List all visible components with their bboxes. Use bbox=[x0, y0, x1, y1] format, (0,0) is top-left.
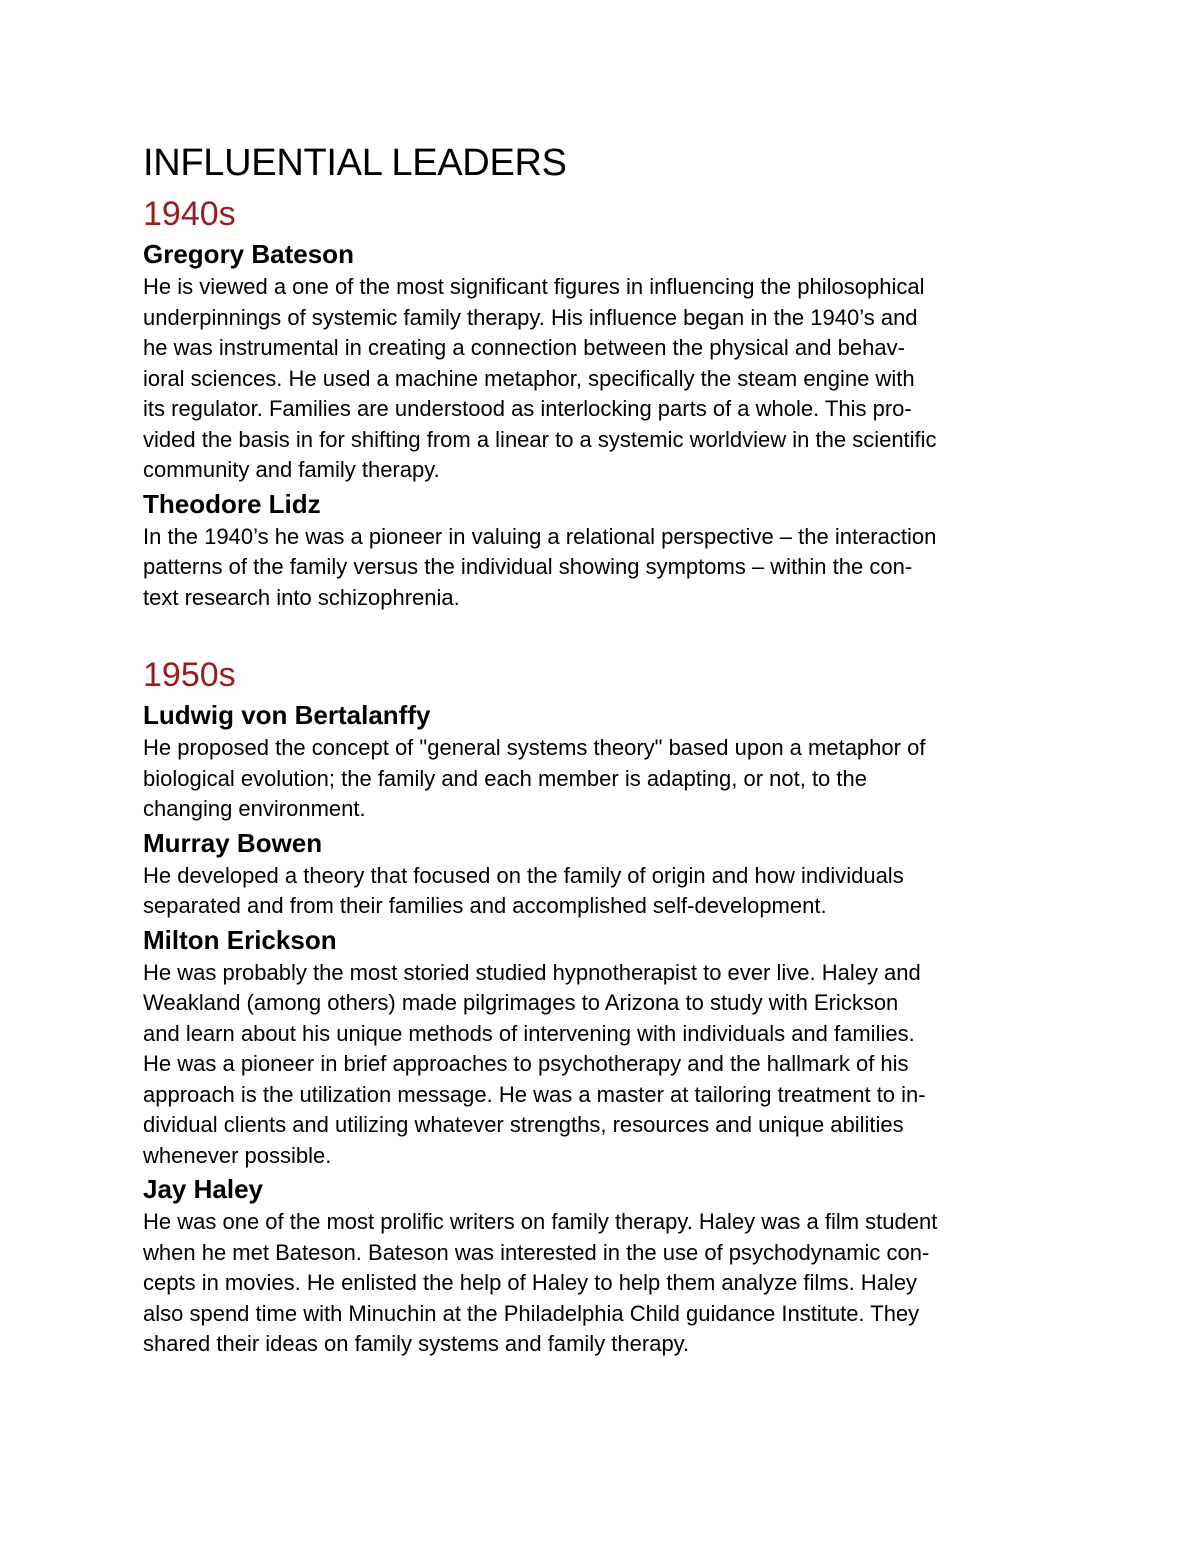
decade-section-1940s bbox=[143, 192, 1073, 613]
leader-description bbox=[143, 956, 1073, 1172]
document-title: INFLUENTIAL LEADERS bbox=[143, 142, 567, 184]
description-line: shared their ideas on family systems and family therapy. bbox=[143, 1331, 690, 1356]
description-line: He proposed the concept of "general systems theory" based upon a metaphor of bbox=[143, 735, 926, 760]
decade-heading: 1950s bbox=[143, 656, 236, 694]
description-line: separated and from their families and accomplished self-development. bbox=[143, 893, 827, 918]
description-line: He is viewed a one of the most significant figures in influencing the philosophical bbox=[143, 274, 925, 299]
description-line: text research into schizophrenia. bbox=[143, 584, 460, 610]
description-line: He was probably the most storied studied hypnotherapist to ever live. Haley and bbox=[143, 959, 921, 985]
leader-name: Jay Haley bbox=[143, 1174, 263, 1204]
description-line: ioral sciences. He used a machine metaphor, specifically the steam engine with bbox=[143, 365, 915, 391]
leader-description bbox=[143, 1205, 1073, 1360]
description-line: its regulator. Families are understood as interlocking parts of a whole. This pro- bbox=[143, 396, 912, 421]
description-line: changing environment. bbox=[143, 796, 366, 821]
description-line: and learn about his unique methods of intervening with individuals and families. bbox=[143, 1020, 915, 1046]
leader-name: Murray Bowen bbox=[143, 827, 323, 858]
description-line: He was one of the most prolific writers on family therapy. Haley was a film student bbox=[143, 1209, 938, 1234]
description-line: He developed a theory that focused on the family of origin and how individuals bbox=[143, 862, 904, 888]
description-line: vided the basis in for shifting from a linear to a systemic worldview in the scientific bbox=[143, 426, 937, 452]
description-line: approach is the utilization message. He was a master at tailoring treatment to in- bbox=[143, 1081, 926, 1107]
decade-heading: 1940s bbox=[143, 195, 236, 233]
leader-name: Milton Erickson bbox=[143, 924, 337, 955]
description-line: also spend time with Minuchin at the Philadelphia Child guidance Institute. They bbox=[143, 1300, 920, 1326]
leader-name: Theodore Lidz bbox=[143, 488, 321, 519]
description-line: underpinnings of systemic family therapy. His influence began in the 1940’s and bbox=[143, 304, 918, 330]
description-line: In the 1940’s he was a pioneer in valuing a relational perspective – the interaction bbox=[143, 523, 937, 549]
leader-description bbox=[143, 520, 1073, 614]
description-line: Weakland (among others) made pilgrimages to Arizona to study with Erickson bbox=[143, 990, 899, 1015]
leader-description bbox=[143, 859, 1073, 922]
description-line: community and family therapy. bbox=[143, 457, 440, 482]
sections-container bbox=[143, 192, 1073, 1360]
leader-description bbox=[143, 731, 1073, 825]
leader-name: Gregory Bateson bbox=[143, 239, 354, 269]
description-line: patterns of the family versus the individual showing symptoms – within the con- bbox=[143, 554, 913, 579]
description-line: cepts in movies. He enlisted the help of Haley to help them analyze films. Haley bbox=[143, 1270, 918, 1295]
description-line: He was a pioneer in brief approaches to psychotherapy and the hallmark of his bbox=[143, 1051, 909, 1076]
leader-description bbox=[143, 270, 1073, 486]
description-line: he was instrumental in creating a connection between the physical and behav- bbox=[143, 335, 905, 360]
description-line: dividual clients and utilizing whatever strengths, resources and unique abilities bbox=[143, 1112, 904, 1137]
description-line: when he met Bateson. Bateson was interested in the use of psychodynamic con- bbox=[143, 1239, 930, 1265]
description-line: whenever possible. bbox=[143, 1142, 332, 1168]
decade-section-1950s bbox=[143, 653, 1073, 1360]
description-line: biological evolution; the family and each member is adapting, or not, to the bbox=[143, 765, 867, 791]
leader-name: Ludwig von Bertalanffy bbox=[143, 700, 431, 730]
document-page bbox=[143, 138, 1073, 1360]
